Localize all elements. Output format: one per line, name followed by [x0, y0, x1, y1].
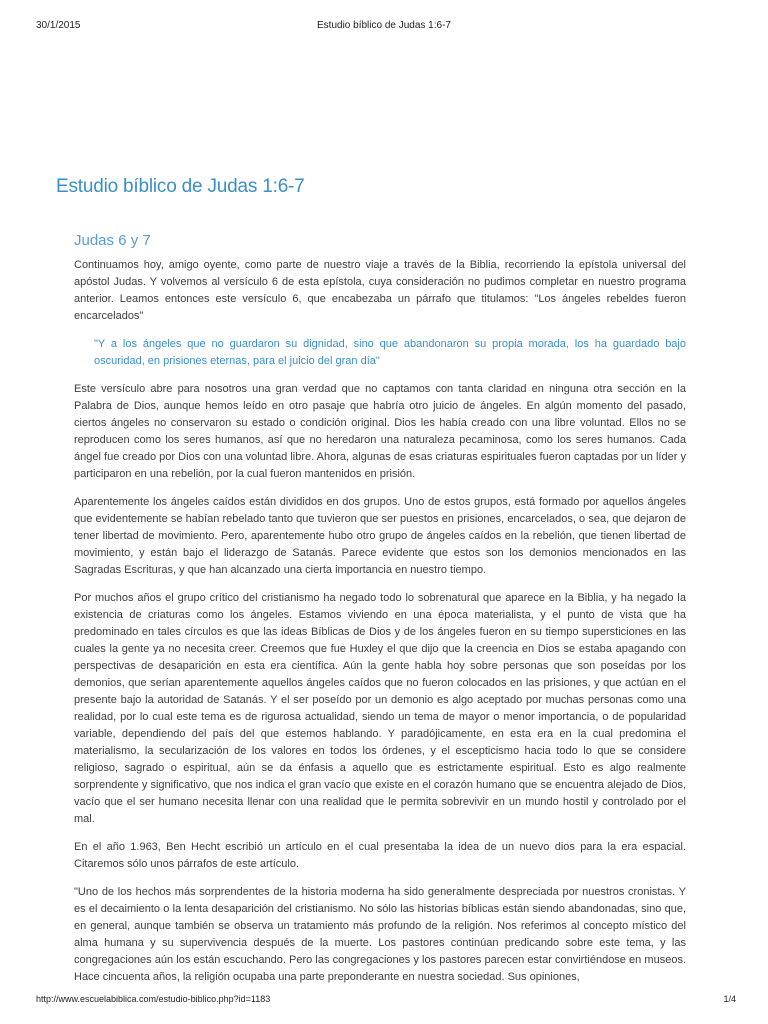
paragraph-materialism: Por muchos años el grupo crítico del cristianismo ha negado todo lo sobrenatural que aparece en la Biblia, y ha negado la existencia de criaturas como los ángeles. Estamos viviendo en una época materialista, y el punto de vista que ha predominado en tales círculos es que las ideas Bíblicas de Dios y de los ángeles fueron en su tiempo supersticiones en las cuales la gente ya no necesita creer. Creemos que fue Huxley el que dijo que la creencia en Dios se estaba apagando con perspectivas de desaparición en esta era científica. Aún la gente habla hoy sobre personas que son poseídas por los demonios, que serían aparentemente aquellos ángeles caídos que no fueron colocados en las prisiones, y que actúan en el presente bajo la autoridad de Satanás. Y el ser poseído por un demonio es algo aceptado por muchas personas como una realidad, por lo cual este tema es de rigurosa actualidad, siendo un tema de mayor o menor importancia, o de popularidad variable, dependiendo del país del que estemos hablando. Y paradójicamente, en esta era en la cual predomina el materialismo, la secularización de los valores en todos los órdenes, y el escepticismo hacia todo lo que se considere religioso, sagrado o espiritual, aún se da énfasis a aquello que es estrictamente espiritual. Esto es algo realmente sorprendente y significativo, que nos indica el gran vacío que existe en el corazón humano que se encuentra alejado de Dios, vacío que el ser humano necesita llenar con una realidad que le permita sobrevivir en un mundo hostil y controlado por el mal.	[74, 592, 686, 825]
paragraph-fallen-angels: Este versículo abre para nosotros una gran verdad que no captamos con tanta claridad en ninguna otra sección en la Palabra de Dios, aunque hemos leído en otro pasaje que habría otro juicio de ángeles. En algún momento del pasado, ciertos ángeles no conservaron su estado o condición original. Dios les había creado con una libre voluntad. Ellos no se reproducen como los seres humanos, así que no heredaron una naturaleza pecaminosa, como los seres humanos. Cada ángel fue creado por Dios con una voluntad libre. Ahora, algunas de esas criaturas espirituales fueron captadas por un líder y participaron en una rebelión, por la cual fueron mantenidos en prisión.	[74, 383, 686, 480]
article-title: Estudio bíblico de Judas 1:6-7	[56, 176, 305, 197]
paragraph-hecht-quote: "Uno de los hechos más sorprendentes de la historia moderna ha sido generalmente despreciada por nuestros cronistas. Y es el decaimiento o la lenta desaparición del cristianismo. No sólo las historias bíblicas están siendo abandonadas, sino que, en general, aunque también se observa un tratamiento más profundo de la religión. Nos referimos al concepto místico del alma humana y su supervivencia después de la muerte. Los pastores continúan predicando sobre este tema, y las congregaciones aún los están escuchando. Pero las congregaciones y los pastores parecen estar convirtiéndose en museos. Hace cincuenta años, la religión ocupaba una parte preponderante en nuestra sociedad. Sus opiniones,	[74, 886, 686, 983]
paragraph-intro: Continuamos hoy, amigo oyente, como parte de nuestro viaje a través de la Biblia, recorriendo la epístola universal del apóstol Judas. Y volvemos al versículo 6 de esta epístola, cuya consideración no pudimos completar en nuestro programa anterior. Leamos entonces este versículo 6, que encabezaba un párrafo que titulamos: "Los ángeles rebeldes fueron encarcelados"	[74, 259, 686, 322]
article-content	[74, 232, 686, 997]
print-url: http://www.escuelabiblica.com/estudio-biblico.php?id=1183	[36, 994, 271, 1004]
paragraph-ben-hecht: En el año 1.963, Ben Hecht escribió un artículo en el cual presentaba la idea de un nuevo dios para la era espacial. Citaremos sólo unos párrafos de este artículo.	[74, 841, 686, 870]
print-title: Estudio bíblico de Judas 1:6-7	[317, 20, 451, 31]
section-heading: Judas 6 y 7	[74, 232, 151, 249]
scripture-quote: "Y a los ángeles que no guardaron su dignidad, sino que abandonaron su propia morada, los ha guardado bajo oscuridad, en prisiones eternas, para el juicio del gran día"	[94, 338, 686, 367]
paragraph-two-groups: Aparentemente los ángeles caídos están divididos en dos grupos. Uno de estos grupos, está formado por aquellos ángeles que evidentemente se habían rebelado tanto que tuvieron que ser puestos en prisiones, encarcelados, o sea, que dejaron de tener libertad de movimiento. Pero, aparentemente hubo otro grupo de ángeles caídos en la rebelión, que tienen libertad de movimiento, y están bajo el liderazgo de Satanás. Parece evidente que estos son los demonios mencionados en las Sagradas Escrituras, y que han alcanzado una cierta importancia en nuestro tiempo.	[74, 496, 686, 576]
print-page-number: 1/4	[723, 994, 736, 1004]
print-date: 30/1/2015	[36, 20, 81, 31]
